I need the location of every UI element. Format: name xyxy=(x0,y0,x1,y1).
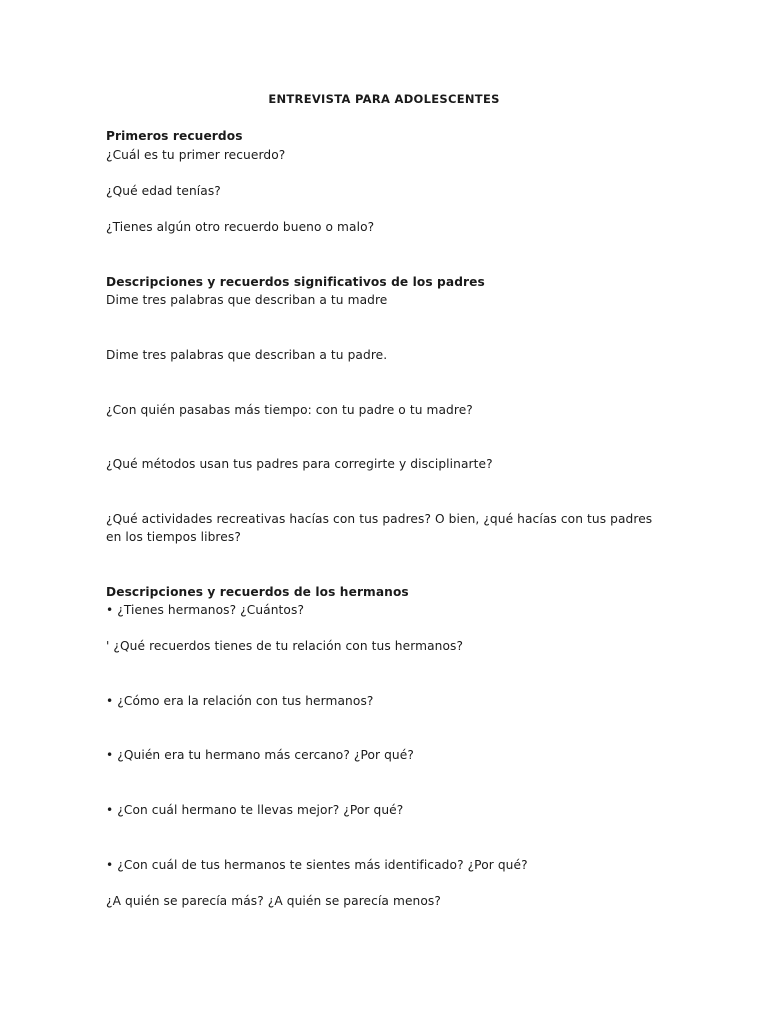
question-actividades-line1: ¿Qué actividades recreativas hacías con tus padres? O bien, ¿qué hacías con tus padres xyxy=(106,512,653,526)
question-hermano-cercano: • ¿Quién era tu hermano más cercano? ¿Por qué? xyxy=(106,748,414,762)
question-parecido: ¿A quién se parecía más? ¿A quién se parecía menos? xyxy=(106,894,441,908)
question-relacion-hermanos: • ¿Cómo era la relación con tus hermanos? xyxy=(106,694,374,708)
question-tiempo-padres: ¿Con quién pasabas más tiempo: con tu padre o tu madre? xyxy=(106,403,473,417)
question-palabras-padre: Dime tres palabras que describan a tu padre. xyxy=(106,348,388,362)
question-recuerdos-hermanos: ' ¿Qué recuerdos tienes de tu relación con tus hermanos? xyxy=(106,639,464,653)
question-otro-recuerdo: ¿Tienes algún otro recuerdo bueno o malo? xyxy=(106,220,375,234)
question-actividades-line2: en los tiempos libres? xyxy=(106,530,241,544)
question-palabras-madre: Dime tres palabras que describan a tu madre xyxy=(106,293,388,307)
document-title: ENTREVISTA PARA ADOLESCENTES xyxy=(268,92,500,106)
section-heading-hermanos: Descripciones y recuerdos de los hermanos xyxy=(106,585,409,599)
question-primer-recuerdo: ¿Cuál es tu primer recuerdo? xyxy=(106,148,286,162)
question-hermano-mejor: • ¿Con cuál hermano te llevas mejor? ¿Por qué? xyxy=(106,803,404,817)
question-edad: ¿Qué edad tenías? xyxy=(106,184,221,198)
question-metodos-disciplina: ¿Qué métodos usan tus padres para corregirte y disciplinarte? xyxy=(106,457,493,471)
question-tienes-hermanos: • ¿Tienes hermanos? ¿Cuántos? xyxy=(106,603,305,617)
question-hermano-identificado: • ¿Con cuál de tus hermanos te sientes más identificado? ¿Por qué? xyxy=(106,858,528,872)
section-heading-primeros-recuerdos: Primeros recuerdos xyxy=(106,129,243,143)
section-heading-padres: Descripciones y recuerdos significativos de los padres xyxy=(106,275,485,289)
